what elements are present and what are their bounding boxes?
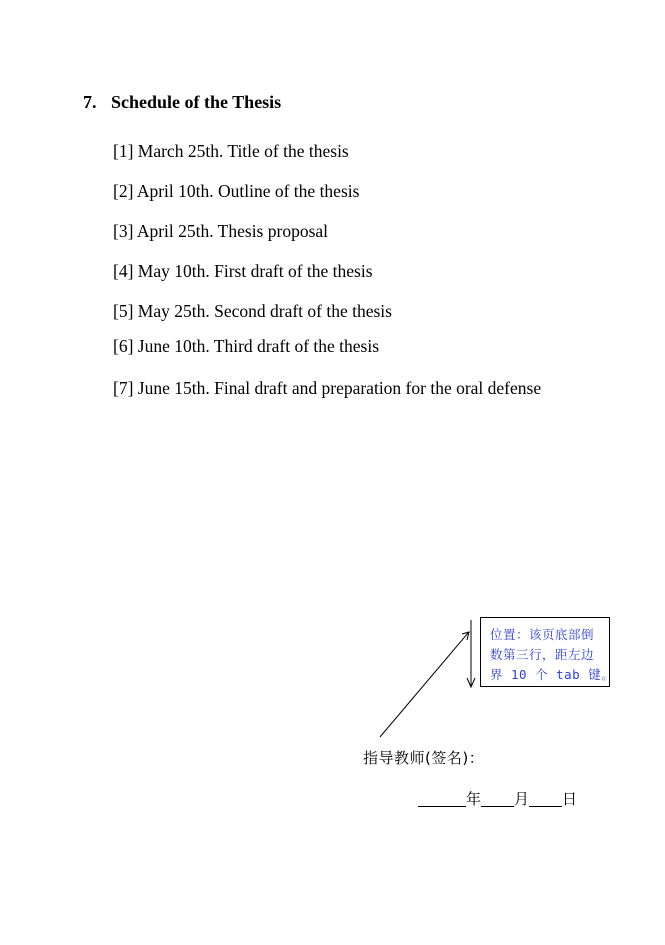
year-blank [418,790,466,807]
schedule-item: [5] May 25th. Second draft of the thesis [113,301,392,321]
schedule-item: [3] April 25th. Thesis proposal [113,221,329,241]
note-line: 数第三行，距左边 [490,647,595,662]
schedule-item: [4] May 10th. First draft of the thesis [113,261,373,281]
schedule-item: [2] April 10th. Outline of the thesis [113,181,360,201]
note-line: 位置：该页底部倒 [490,627,595,642]
section-heading [83,92,281,113]
vertical-arrowhead [467,678,475,687]
section-title: Schedule of the Thesis [111,92,282,112]
month-blank [481,790,514,807]
position-note-box [480,617,615,687]
year-label: 年 [466,790,482,808]
signature-date [418,788,577,809]
schedule-item: [7] June 15th. Final draft and preparation for the oral defense [113,378,542,398]
advisor-signature-label: 指导教师(签名)： [363,749,485,767]
note-line: 界 10 个 tab 键。 [490,667,615,682]
day-label: 日 [562,790,578,808]
section-number: 7. [83,92,97,112]
day-blank [529,790,562,807]
schedule-item: [1] March 25th. Title of the thesis [113,141,349,161]
diagonal-arrow [380,633,468,737]
diagonal-arrowhead [462,632,469,640]
schedule-item: [6] June 10th. Third draft of the thesis [113,336,380,356]
month-label: 月 [514,790,530,808]
